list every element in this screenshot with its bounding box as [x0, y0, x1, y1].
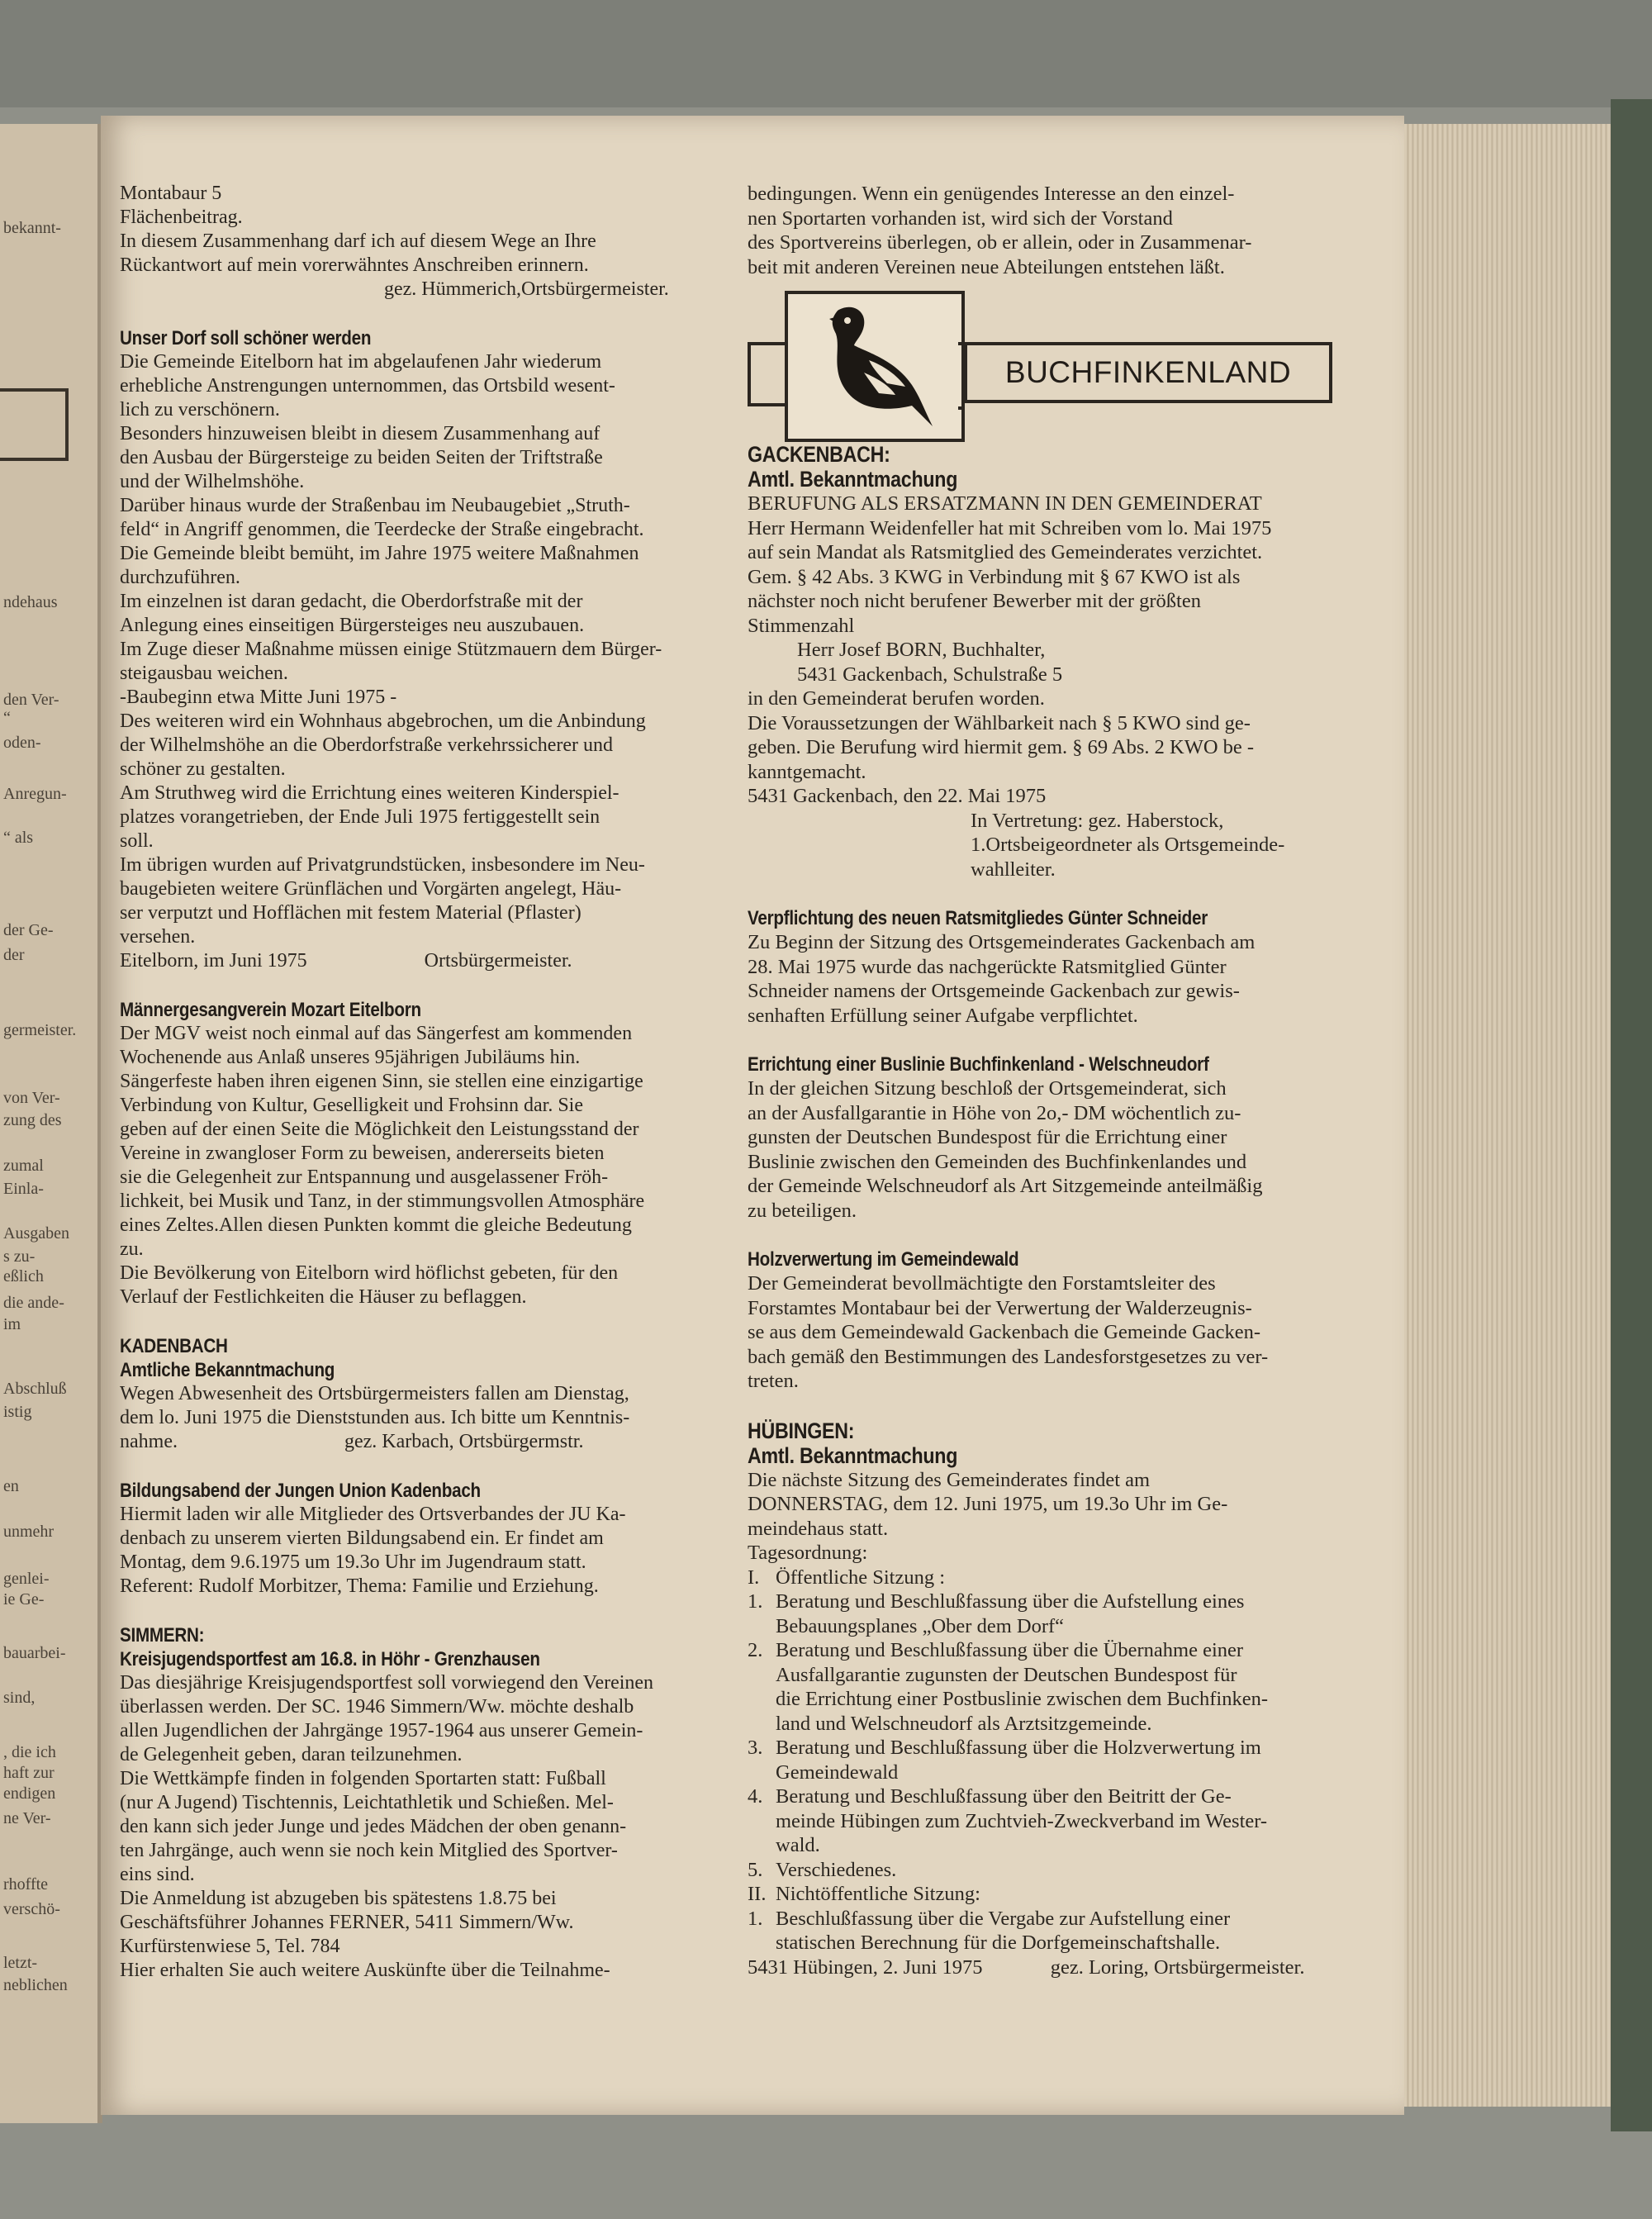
dorf-sign-place: Eitelborn, im Juni 1975 [120, 950, 307, 972]
text-line: sie die Gelegenheit zur Entspannung und ausgelassener Fröh- [120, 1167, 609, 1188]
text-line: Die Wettkämpfe finden in folgenden Sportarten statt: Fußball [120, 1768, 606, 1789]
text-line: Der Gemeinderat bevollmächtigte den Forstamtsleiter des [748, 1272, 1216, 1295]
text-line: se aus dem Gemeindewald Gackenbach die Gemeinde Gacken- [748, 1321, 1261, 1343]
text-line: Kurfürstenwiese 5, Tel. 784 [120, 1936, 340, 1957]
margin-fragment: Abschluß [3, 1380, 67, 1398]
text-line: Montabaur 5 [120, 183, 222, 204]
agenda-line [748, 1736, 1359, 1760]
text-line: feld“ in Angriff genommen, die Teerdecke der Straße eingebracht. [120, 519, 644, 540]
agenda-number: 4. [748, 1785, 763, 1808]
text-line: Die Anmeldung ist abzugeben bis spätestens 1.8.75 bei [120, 1888, 557, 1909]
text-line: Die nächste Sitzung des Gemeinderates findet am [748, 1468, 1151, 1491]
margin-fragment: die ande- [3, 1294, 64, 1312]
text-line: -Baubeginn etwa Mitte Juni 1975 - [120, 687, 397, 708]
margin-fragment: haft zur [3, 1764, 55, 1782]
text-line: DONNERSTAG, dem 12. Juni 1975, um 19.3o Uhr im Ge- [748, 1493, 1228, 1515]
agenda-text: Beratung und Beschlußfassung über die Übernahme einer [776, 1639, 1244, 1661]
text-line: Herr Josef BORN, Buchhalter, [797, 639, 1046, 661]
heading-simmern: Kreisjugendsportfest am 16.8. in Höhr - Grenzhausen [120, 1648, 540, 1670]
text-line: schöner zu gestalten. [120, 758, 286, 780]
text-line: denbach zu unserem vierten Bildungsabend ein. Er findet am [120, 1528, 604, 1549]
schneider-body [748, 930, 1359, 1028]
text-line: dem lo. Juni 1975 die Dienststunden aus. Ich bitte um Kenntnis- [120, 1407, 630, 1428]
place-huebingen: HÜBINGEN: [748, 1418, 855, 1443]
text-line: lichkeit, bei Musik und Tanz, in der stimmungsvollen Atmosphäre [120, 1190, 645, 1212]
agenda-line [748, 1687, 1359, 1712]
agenda-text: Beratung und Beschlußfassung über die Aufstellung eines [776, 1590, 1245, 1613]
margin-fragment: der Ge- [3, 921, 54, 939]
text-line: Am Struthweg wird die Errichtung eines weiteren Kinderspiel- [120, 782, 620, 804]
page-stack-edges [1404, 124, 1611, 2107]
intro-signature: gez. Hümmerich,Ortsbürgermeister. [384, 278, 669, 300]
agenda-line [748, 1589, 1359, 1614]
text-line: Im übrigen wurden auf Privatgrundstücken, insbesondere im Neu- [120, 854, 645, 876]
text-line: den kann sich jeder Junge und jedes Mädchen der oben genann- [120, 1816, 627, 1837]
text-line: Rückantwort auf mein vorerwähntes Anschreiben erinnern. [120, 254, 589, 276]
text-line: Anlegung eines einseitigen Bürgersteiges neu auszubauen. [120, 615, 585, 636]
text-line: Forstamtes Montabaur bei der Verwertung der Walderzeugnis- [748, 1296, 1252, 1319]
agenda-text: Verschiedenes. [776, 1858, 897, 1881]
dorf-signature-line [120, 949, 731, 973]
agenda-line [748, 1809, 1359, 1834]
agenda-line [748, 1760, 1359, 1785]
agenda-text: land und Welschneudorf als Arztsitzgemeinde. [776, 1712, 1152, 1735]
right-top-block [748, 182, 1359, 279]
heading-gackenbach: Amtl. Bekanntmachung [748, 467, 958, 492]
gackenbach-body [748, 516, 1359, 639]
holz-body [748, 1271, 1359, 1394]
huebingen-agenda [748, 1566, 1359, 1955]
text-line: steigausbau weichen. [120, 663, 288, 684]
gackenbach-body-2 [748, 687, 1359, 809]
huebingen-signature-line [748, 1955, 1359, 1980]
agenda-number: 5. [748, 1858, 763, 1881]
text-line: In Vertretung: gez. Haberstock, [971, 809, 1224, 832]
agenda-line [748, 1712, 1359, 1737]
agenda-line [748, 1931, 1359, 1955]
text-line: zu beteiligen. [748, 1199, 857, 1222]
margin-fragment: “ [3, 709, 11, 727]
agenda-text: Gemeindewald [776, 1760, 899, 1784]
agenda-line [748, 1784, 1359, 1809]
agenda-line [748, 1833, 1359, 1858]
text-line: nächster noch nicht berufener Bewerber mit der größten [748, 590, 1201, 612]
margin-fragment: Ausgaben [3, 1224, 69, 1243]
margin-fragment: ne Ver- [3, 1809, 51, 1827]
agenda-number: II. [748, 1883, 767, 1905]
text-line: In diesem Zusammenhang darf ich auf diesem Wege an Ihre [120, 230, 596, 252]
agenda-line [748, 1566, 1359, 1590]
kadenbach-signature: gez. Karbach, Ortsbürgermstr. [344, 1431, 584, 1452]
text-line: Herr Hermann Weidenfeller hat mit Schreiben vom lo. Mai 1975 [748, 516, 1272, 539]
text-line: Verlauf der Festlichkeiten die Häuser zu beflaggen. [120, 1286, 527, 1308]
agenda-text: Bebauungsplanes „Ober dem Dorf“ [776, 1614, 1065, 1637]
margin-fragment: s zu- [3, 1247, 36, 1266]
agenda-text: Beschlußfassung über die Vergabe zur Aufstellung einer [776, 1907, 1231, 1930]
margin-fragment: Einla- [3, 1180, 44, 1198]
text-line: zu. [120, 1238, 144, 1260]
text-line: und der Wilhelmshöhe. [120, 471, 305, 492]
text-line: (nur A Jugend) Tischtennis, Leichtathletik und Schießen. Mel- [120, 1792, 614, 1813]
margin-fragment: verschö- [3, 1900, 60, 1918]
text-line: an der Ausfallgarantie in Höhe von 2o,- DM wöchentlich zu- [748, 1101, 1241, 1124]
text-line: in den Gemeinderat berufen worden. [748, 687, 1045, 710]
agenda-number: 1. [748, 1590, 763, 1613]
margin-fragment: zung des [3, 1111, 62, 1129]
text-line: ser verputzt und Hofflächen mit festem Material (Pflaster) [120, 902, 582, 924]
book-cover [1611, 99, 1652, 2131]
gackenbach-subtitle: BERUFUNG ALS ERSATZMANN IN DEN GEMEINDERAT [748, 492, 1262, 515]
text-line: Vereine in zwangloser Form zu beweisen, andererseits bieten [120, 1143, 605, 1164]
agenda-text: Nichtöffentliche Sitzung: [776, 1883, 980, 1905]
left-column [120, 182, 731, 1983]
huebingen-sign-name: gez. Loring, Ortsbürgermeister. [1050, 1955, 1305, 1979]
margin-fragment: rhoffte [3, 1875, 49, 1894]
place-simmern: SIMMERN: [120, 1624, 205, 1646]
margin-fragment: zumal [3, 1157, 44, 1175]
kadenbach-nahme: nahme. [120, 1431, 178, 1452]
dorf-sign-name: Ortsbürgermeister. [424, 950, 572, 972]
text-line: Im einzelnen ist daran gedacht, die Oberdorfstraße mit der [120, 591, 583, 612]
text-line: ten Jahrgänge, auch wenn sie noch kein Mitglied des Sportver- [120, 1840, 618, 1861]
text-line: Geschäftsführer Johannes FERNER, 5411 Simmern/Ww. [120, 1912, 574, 1933]
text-line: Die Voraussetzungen der Wählbarkeit nach § 5 KWO sind ge- [748, 711, 1251, 734]
text-line: wahlleiter. [971, 858, 1056, 881]
text-line: Die Gemeinde Eitelborn hat im abgelaufenen Jahr wiederum [120, 351, 602, 373]
kadenbach-last-line [120, 1430, 731, 1454]
agenda-text: statischen Berechnung für die Dorfgemeinschaftshalle. [776, 1932, 1221, 1954]
text-line: Flächenbeitrag. [120, 207, 243, 228]
text-line: überlassen werden. Der SC. 1946 Simmern/Ww. möchte deshalb [120, 1696, 634, 1718]
previous-page-edge [0, 124, 102, 2123]
agenda-text: meinde Hübingen zum Zuchtvieh-Zweckverband im Wester- [776, 1809, 1268, 1832]
text-line: bach gemäß den Bestimmungen des Landesforstgesetzes zu ver- [748, 1345, 1269, 1368]
heading-junge-union: Bildungsabend der Jungen Union Kadenbach [120, 1480, 481, 1502]
text-line: erhebliche Anstrengungen unternommen, das Ortsbild wesent- [120, 375, 615, 397]
margin-fragment: oden- [3, 734, 41, 752]
heading-kadenbach: Amtliche Bekanntmachung [120, 1359, 335, 1381]
text-line: Gem. § 42 Abs. 3 KWG in Verbindung mit § 67 KWO ist als [748, 565, 1241, 588]
agenda-line [748, 1907, 1359, 1932]
heading-mgv: Männergesangverein Mozart Eitelborn [120, 999, 421, 1021]
agenda-number: 2. [748, 1639, 763, 1661]
heading-dorf: Unser Dorf soll schöner werden [120, 327, 372, 349]
agenda-line [748, 1858, 1359, 1883]
margin-fragment: ie Ge- [3, 1590, 45, 1608]
text-line: Die Gemeinde bleibt bemüht, im Jahre 1975 weitere Maßnahmen [120, 543, 639, 564]
text-line: 5431 Gackenbach, den 22. Mai 1975 [748, 785, 1047, 807]
text-line: geben. Die Berufung wird hiermit gem. § 69 Abs. 2 KWO be - [748, 736, 1255, 758]
agenda-text: wald. [776, 1834, 820, 1856]
text-line: 5431 Gackenbach, Schulstraße 5 [797, 663, 1063, 686]
text-line: durchzuführen. [120, 567, 240, 588]
margin-fragment: den Ver- [3, 691, 59, 709]
simmern-body [120, 1671, 731, 1983]
text-line: Das diesjährige Kreisjugendsportfest soll vorwiegend den Vereinen [120, 1672, 654, 1694]
text-line: 1.Ortsbeigeordneter als Ortsgemeinde- [971, 834, 1285, 856]
gackenbach-person [748, 638, 1359, 687]
text-line: meindehaus statt. [748, 1517, 889, 1540]
text-line: Wochenende aus Anlaß unseres 95jährigen Jubiläums hin. [120, 1047, 581, 1068]
text-line: Sängerfeste haben ihren eigenen Sinn, sie stellen eine einzigartige [120, 1071, 643, 1092]
agenda-line [748, 1882, 1359, 1907]
text-line: gunsten der Deutschen Bundespost für die Errichtung einer [748, 1126, 1227, 1148]
margin-fragment: en [3, 1477, 19, 1495]
margin-fragment: der [3, 946, 25, 964]
heading-holz: Holzverwertung im Gemeindewald [748, 1248, 1019, 1271]
text-line: kanntgemacht. [748, 760, 866, 783]
gackenbach-signature [748, 809, 1359, 882]
text-line: den Ausbau der Bürgersteige zu beiden Seiten der Triftstraße [120, 447, 603, 468]
agenda-line [748, 1638, 1359, 1663]
junge-union-body [120, 1503, 731, 1599]
agenda-text: Ausfallgarantie zugunsten der Deutschen Bundespost für [776, 1663, 1237, 1686]
agenda-number: I. [748, 1566, 760, 1589]
text-line: des Sportvereins überlegen, ob er allein, oder in Zusammenar- [748, 231, 1252, 254]
text-line: Im Zuge dieser Maßnahme müssen einige Stützmauern dem Bürger- [120, 639, 662, 660]
margin-fragment: neblichen [3, 1976, 68, 1994]
text-line: Besonders hinzuweisen bleibt in diesem Zusammenhang auf [120, 423, 601, 444]
agenda-line [748, 1663, 1359, 1688]
text-line: Die Bevölkerung von Eitelborn wird höflichst gebeten, für den [120, 1262, 619, 1284]
text-line: de Gelegenheit geben, daran teilzunehmen. [120, 1744, 463, 1765]
margin-fragment: im [3, 1315, 21, 1333]
place-kadenbach: KADENBACH [120, 1335, 228, 1357]
text-line: Der MGV weist noch einmal auf das Sängerfest am kommenden [120, 1023, 633, 1044]
previous-page-box [0, 388, 69, 461]
text-line: soll. [120, 830, 154, 852]
text-line: nen Sportarten vorhanden ist, wird sich der Vorstand [748, 207, 1173, 230]
text-line: beit mit anderen Vereinen neue Abteilungen entstehen läßt. [748, 255, 1225, 278]
buslinie-body [748, 1076, 1359, 1223]
text-line: Referent: Rudolf Morbitzer, Thema: Familie und Erziehung. [120, 1575, 599, 1597]
text-line: Montag, dem 9.6.1975 um 19.3o Uhr im Jugendraum statt. [120, 1551, 586, 1573]
margin-fragment: endigen [3, 1784, 56, 1803]
margin-fragment: unmehr [3, 1523, 55, 1541]
place-gackenbach: GACKENBACH: [748, 442, 890, 467]
text-line: Zu Beginn der Sitzung des Ortsgemeinderates Gackenbach am [748, 931, 1256, 953]
buchfinkenland-banner [748, 291, 1359, 435]
margin-fragment: genlei- [3, 1570, 50, 1588]
right-column [748, 182, 1359, 1979]
text-line: lich zu verschönern. [120, 399, 280, 421]
text-line: senhaften Erfüllung seiner Aufgabe verpflichtet. [748, 1004, 1138, 1027]
finch-icon [788, 294, 961, 439]
margin-fragment: bauarbei- [3, 1644, 66, 1662]
margin-fragment: “ als [3, 829, 34, 847]
text-line: Buslinie zwischen den Gemeinden des Buchfinkenlandes und [748, 1150, 1247, 1173]
heading-buslinie: Errichtung einer Buslinie Buchfinkenland - Welschneudorf [748, 1053, 1209, 1076]
text-line: treten. [748, 1370, 799, 1392]
margin-fragment: sind, [3, 1689, 36, 1707]
huebingen-sign-place: 5431 Hübingen, 2. Juni 1975 [748, 1955, 983, 1979]
text-line: versehen. [120, 926, 196, 948]
text-line: Darüber hinaus wurde der Straßenbau im Neubaugebiet „Struth- [120, 495, 630, 516]
bird-logo [785, 291, 965, 442]
margin-fragment: Anregun- [3, 785, 67, 803]
intro-block [120, 182, 731, 278]
agenda-line [748, 1614, 1359, 1639]
agenda-text: Beratung und Beschlußfassung über die Holzverwertung im [776, 1737, 1261, 1759]
agenda-text: Beratung und Beschlußfassung über den Beitritt der Ge- [776, 1785, 1232, 1808]
text-line: eines Zeltes.Allen diesen Punkten kommt die gleiche Bedeutung [120, 1214, 632, 1236]
margin-fragment: bekannt- [3, 219, 61, 237]
text-line: baugebieten weitere Grünflächen und Vorgärten angelegt, Häu- [120, 878, 622, 900]
margin-fragment: ndehaus [3, 593, 58, 611]
text-line: Tagesordnung: [748, 1542, 868, 1564]
margin-fragment: istig [3, 1403, 32, 1421]
agenda-number: 3. [748, 1737, 763, 1759]
text-line: Des weiteren wird ein Wohnhaus abgebrochen, um die Anbindung [120, 710, 646, 732]
text-line: allen Jugendlichen der Jahrgänge 1957-1964 aus unserer Gemein- [120, 1720, 643, 1741]
text-line: Schneider namens der Ortsgemeinde Gackenbach zur gewis- [748, 980, 1240, 1002]
text-line: Stimmenzahl [748, 614, 855, 637]
agenda-number: 1. [748, 1907, 763, 1930]
text-line: In der gleichen Sitzung beschloß der Ortsgemeinderat, sich [748, 1077, 1227, 1100]
margin-fragment: von Ver- [3, 1089, 60, 1107]
text-line: Hier erhalten Sie auch weitere Auskünfte über die Teilnahme- [120, 1960, 610, 1981]
mgv-body [120, 1022, 731, 1309]
heading-huebingen: Amtl. Bekanntmachung [748, 1442, 958, 1468]
margin-fragment: eßlich [3, 1267, 44, 1285]
text-line: der Wilhelmshöhe an die Oberdorfstraße verkehrssicherer und [120, 734, 614, 756]
text-line: geben auf der einen Seite die Möglichkeit den Leistungsstand der [120, 1119, 639, 1140]
text-line: bedingungen. Wenn ein genügendes Interesse an den einzel- [748, 183, 1235, 205]
text-line: eins sind. [120, 1864, 195, 1885]
agenda-text: die Errichtung einer Postbuslinie zwischen dem Buchfinken- [776, 1688, 1269, 1710]
margin-fragment: germeister. [3, 1021, 77, 1039]
text-line: 28. Mai 1975 wurde das nachgerückte Ratsmitglied Günter [748, 955, 1227, 978]
text-line: der Gemeinde Welschneudorf als Art Sitzgemeinde anteilmäßig [748, 1175, 1263, 1197]
banner-title: BUCHFINKENLAND [964, 342, 1332, 403]
margin-fragment: letzt- [3, 1954, 38, 1972]
text-line: Verbindung von Kultur, Geselligkeit und Frohsinn dar. Sie [120, 1095, 583, 1116]
dorf-body [120, 350, 731, 949]
text-line: Wegen Abwesenheit des Ortsbürgermeisters fallen am Dienstag, [120, 1383, 629, 1404]
agenda-text: Öffentliche Sitzung : [776, 1566, 946, 1589]
scan-background [0, 0, 1652, 107]
text-line: platzes vorangetrieben, der Ende Juli 1975 fertiggestellt sein [120, 806, 601, 828]
huebingen-body [748, 1468, 1359, 1566]
text-line: auf sein Mandat als Ratsmitglied des Gemeinderates verzichtet. [748, 541, 1263, 563]
margin-fragment: , die ich [3, 1743, 56, 1761]
heading-schneider: Verpflichtung des neuen Ratsmitgliedes Günter Schneider [748, 907, 1208, 929]
kadenbach-body [120, 1382, 731, 1430]
text-line: Hiermit laden wir alle Mitglieder des Ortsverbandes der JU Ka- [120, 1504, 626, 1525]
